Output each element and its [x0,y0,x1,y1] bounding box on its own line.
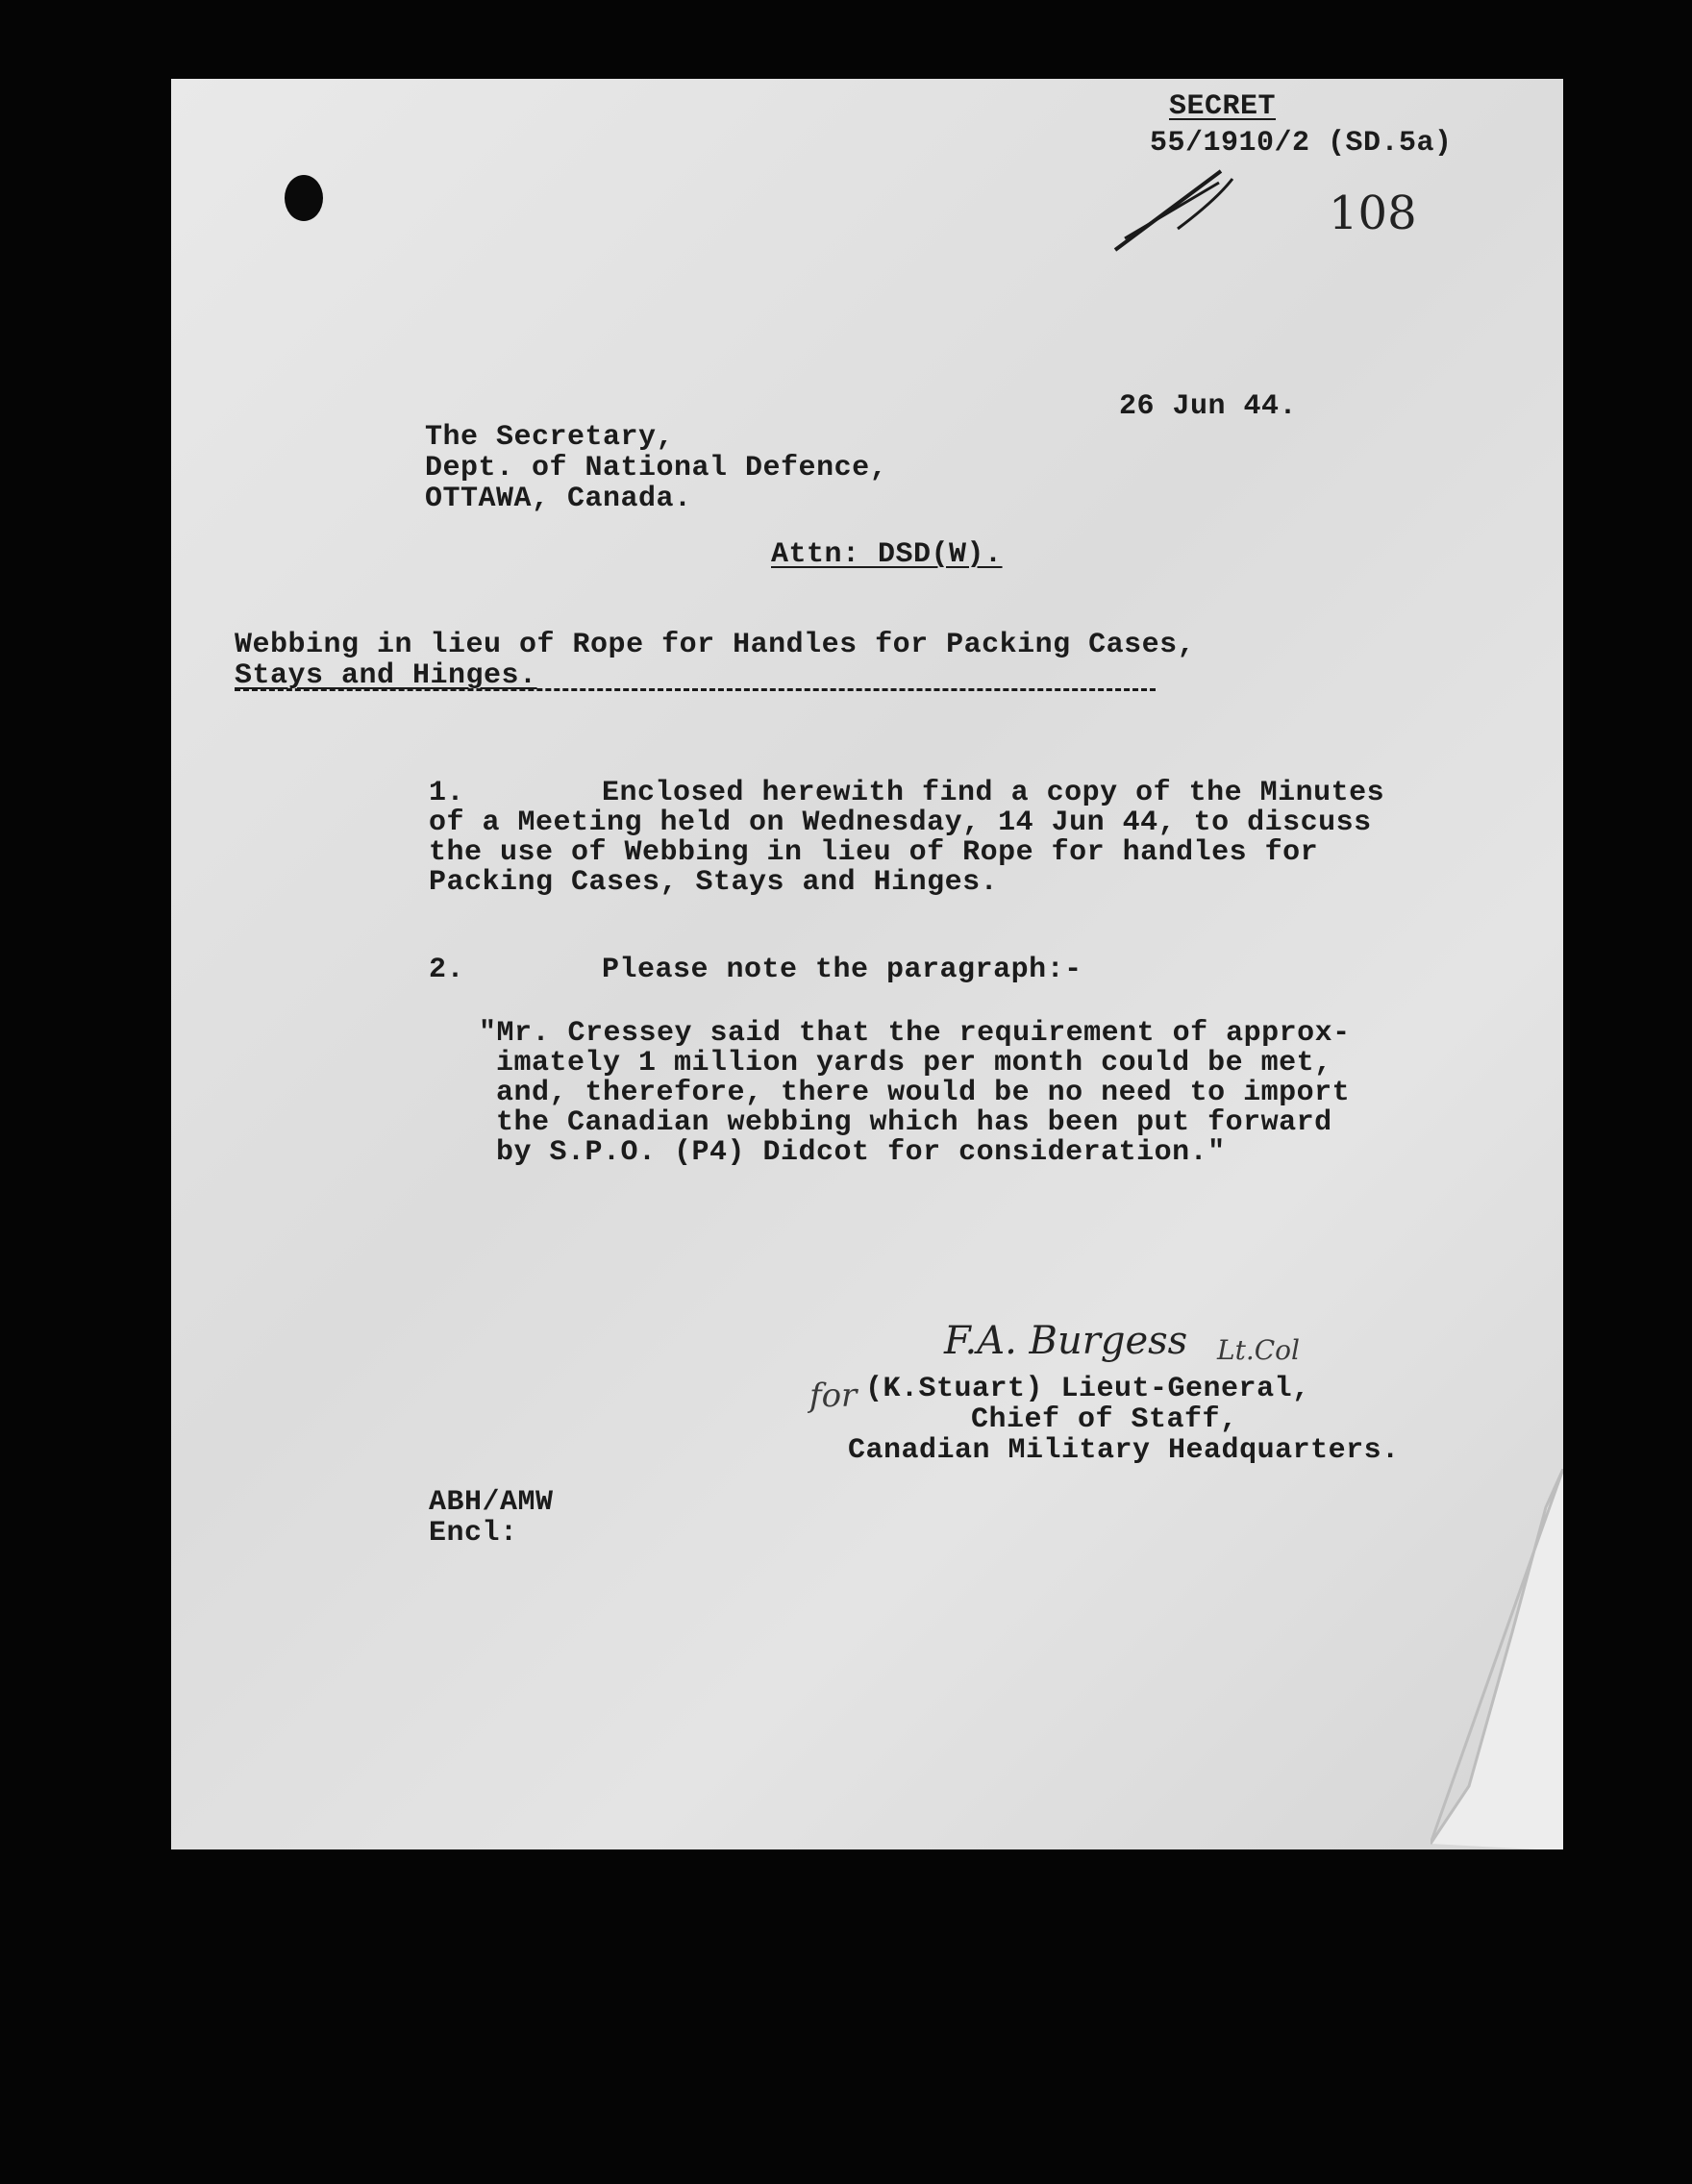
quote-line-5: by S.P.O. (P4) Didcot for consideration." [496,1136,1226,1169]
page-curl [1431,1469,1563,1849]
paragraph-1-line-2: of a Meeting held on Wednesday, 14 Jun 44, to discuss [429,807,1372,839]
subject-line-1: Webbing in lieu of Rope for Handles for Packing Cases, [235,629,1196,661]
paragraph-2-line-1: Please note the paragraph:- [602,954,1082,986]
addressee-line-1: The Secretary, [425,421,675,454]
paragraph-1-line-1: Enclosed herewith find a copy of the Minutes [602,777,1385,809]
paragraph-1-line-3: the use of Webbing in lieu of Rope for handles for [429,836,1319,869]
classification-stamp: SECRET [1169,90,1277,123]
signature-line-2: Chief of Staff, [971,1403,1238,1436]
handwritten-rank: Lt.Col [1217,1334,1300,1366]
file-reference: 55/1910/2 (SD.5a) [1150,127,1453,160]
punch-hole [285,175,323,221]
handwritten-for: for [809,1377,858,1415]
attention-line: Attn: DSD(W). [771,538,1003,571]
letter-date: 26 Jun 44. [1119,390,1298,423]
paragraph-1-line-4: Packing Cases, Stays and Hinges. [429,866,999,899]
signature-line-1: (K.Stuart) Lieut-General, [865,1373,1310,1405]
quote-line-1: "Mr. Cressey said that the requirement of approx- [479,1017,1351,1050]
enclosure-line: Encl: [429,1517,518,1550]
quote-line-2: imately 1 million yards per month could be met, [496,1047,1332,1080]
handwritten-tick-mark [1106,161,1259,258]
reference-initials: ABH/AMW [429,1486,554,1519]
signature-line-3: Canadian Military Headquarters. [848,1434,1400,1467]
addressee-line-3: OTTAWA, Canada. [425,483,692,515]
addressee-line-2: Dept. of National Defence, [425,452,888,484]
quote-line-4: the Canadian webbing which has been put forward [496,1106,1332,1139]
subject-underline [235,688,1156,691]
handwritten-signature: F.A. Burgess [944,1319,1188,1363]
paragraph-1-number: 1. [429,777,465,809]
quote-line-3: and, therefore, there would be no need to import [496,1077,1351,1109]
subject-line-2: Stays and Hinges. [235,659,537,692]
folio-number: 108 [1329,186,1417,240]
paragraph-2-number: 2. [429,954,465,986]
